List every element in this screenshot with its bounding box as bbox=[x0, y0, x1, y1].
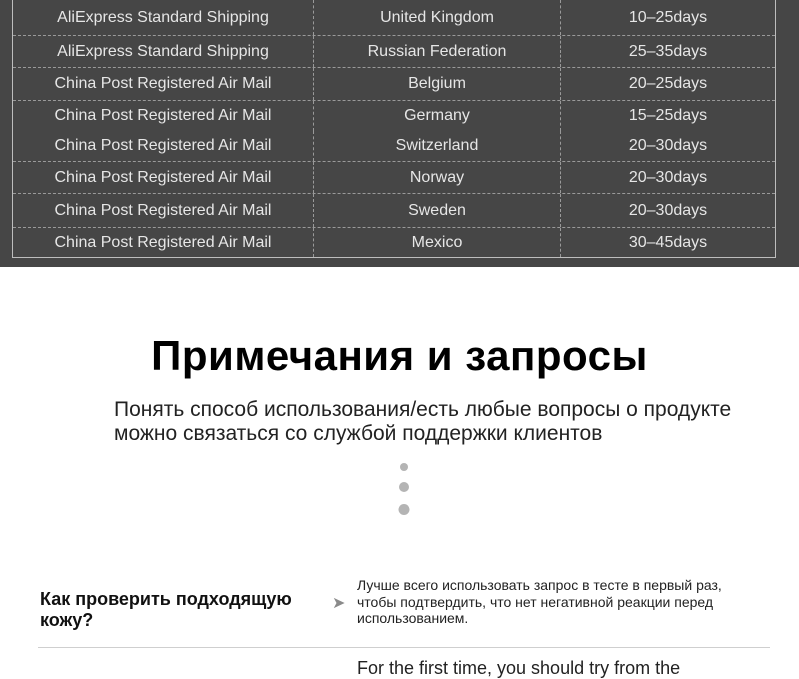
table-row bbox=[13, 162, 775, 194]
shipping-method: China Post Registered Air Mail bbox=[54, 107, 272, 124]
faq-question: Как проверить подходящую кожу? bbox=[40, 589, 292, 630]
shipping-method: China Post Registered Air Mail bbox=[54, 75, 272, 92]
dot-large bbox=[399, 504, 410, 515]
destination-country: Mexico bbox=[313, 228, 561, 257]
dot-small bbox=[400, 463, 408, 471]
shipping-panel bbox=[0, 0, 799, 267]
table-row bbox=[13, 194, 775, 228]
faq-answer: Лучше всего использовать запрос в тесте в первый раз, чтобы подтвердить, что нет негативной реакции перед использованием. bbox=[357, 577, 722, 626]
dot-medium bbox=[399, 482, 409, 492]
destination-country: Belgium bbox=[313, 68, 561, 100]
destination-country: United Kingdom bbox=[313, 0, 561, 35]
faq-divider bbox=[38, 647, 770, 648]
dots-divider bbox=[396, 460, 412, 520]
delivery-time: 30–45days bbox=[628, 233, 708, 251]
table-row bbox=[13, 131, 775, 162]
table-row bbox=[13, 228, 775, 257]
destination-country: Norway bbox=[313, 162, 561, 193]
delivery-time: 25–35days bbox=[628, 42, 708, 60]
shipping-method: AliExpress Standard Shipping bbox=[57, 42, 269, 60]
table-row bbox=[13, 0, 775, 36]
notes-title: Примечания и запросы bbox=[151, 332, 648, 379]
delivery-time: 20–30days bbox=[628, 137, 708, 154]
destination-country: Russian Federation bbox=[313, 36, 561, 67]
delivery-time: 20–30days bbox=[628, 201, 708, 219]
destination-country: Switzerland bbox=[313, 131, 561, 161]
delivery-time: 15–25days bbox=[628, 107, 708, 124]
destination-country: Sweden bbox=[313, 194, 561, 227]
table-row bbox=[13, 36, 775, 68]
delivery-time: 20–25days bbox=[628, 75, 708, 92]
table-row bbox=[13, 101, 775, 131]
delivery-time: 10–25days bbox=[628, 8, 708, 26]
table-row bbox=[13, 68, 775, 101]
shipping-method: AliExpress Standard Shipping bbox=[57, 8, 269, 26]
shipping-table bbox=[12, 0, 776, 258]
shipping-method: China Post Registered Air Mail bbox=[54, 201, 272, 219]
notes-subtitle: Понять способ использования/есть любые вопросы о продукте можно связаться со службой поддержки клиентов bbox=[114, 398, 732, 445]
faq-next-answer: For the first time, you should try from the bbox=[357, 658, 681, 678]
shipping-method: China Post Registered Air Mail bbox=[54, 233, 272, 251]
shipping-method: China Post Registered Air Mail bbox=[54, 137, 272, 154]
arrow-right-icon: ➤ bbox=[332, 595, 346, 612]
destination-country: Germany bbox=[313, 101, 561, 131]
delivery-time: 20–30days bbox=[628, 168, 708, 186]
shipping-method: China Post Registered Air Mail bbox=[54, 168, 272, 186]
